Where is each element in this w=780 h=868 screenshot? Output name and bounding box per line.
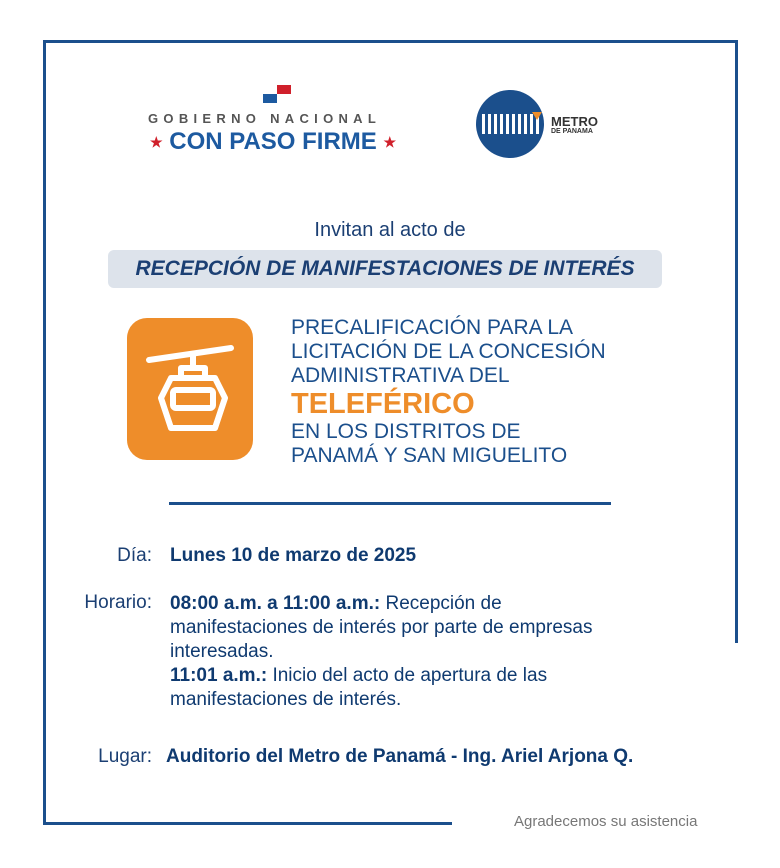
divider <box>169 502 611 505</box>
invitation-intro: Invitan al acto de <box>314 219 466 241</box>
panama-flag-icon <box>263 85 291 103</box>
dia-label: Día: <box>117 545 152 566</box>
project-description <box>291 316 606 468</box>
con-paso-firme <box>150 128 396 156</box>
star-icon: ★ <box>383 134 397 151</box>
cable-car-icon <box>127 318 253 460</box>
star-icon: ★ <box>150 134 163 151</box>
desc-line: ADMINISTRATIVA DEL <box>291 364 510 387</box>
gobierno-nacional: GOBIERNO NACIONAL <box>148 111 382 126</box>
dia-value: Lunes 10 de marzo de 2025 <box>170 545 417 566</box>
footer-thanks: Agradecemos su asistencia <box>514 813 698 830</box>
desc-line: PRECALIFICACIÓN PARA LA <box>291 316 574 339</box>
invitation-title: RECEPCIÓN DE MANIFESTACIONES DE INTERÉS <box>108 250 662 288</box>
frame-top <box>43 40 738 43</box>
desc-line: LICITACIÓN DE LA CONCESIÓN <box>291 340 606 363</box>
horario-label: Horario: <box>84 592 152 613</box>
horario-text-2: Inicio del acto de apertura de las manifestaciones de interés. <box>170 665 548 710</box>
horario-time-2: 11:01 a.m.: <box>170 665 268 686</box>
frame-bottom <box>43 822 452 825</box>
metro-name: METRO <box>551 114 598 129</box>
frame-right <box>735 40 738 643</box>
slogan: CON PASO FIRME <box>169 128 377 155</box>
desc-line: PANAMÁ Y SAN MIGUELITO <box>291 444 568 467</box>
metro-sub: DE PANAMA <box>551 128 593 135</box>
lugar-label: Lugar: <box>98 746 152 767</box>
project-highlight: TELEFÉRICO <box>291 388 475 420</box>
horario-text-1: Recepción de manifestaciones de interés por parte de empresas interesadas. <box>170 593 593 662</box>
frame-left <box>43 40 46 825</box>
horario-value <box>170 592 600 712</box>
horario-time-1: 08:00 a.m. a 11:00 a.m.: <box>170 593 381 614</box>
desc-line: EN LOS DISTRITOS DE <box>291 420 521 443</box>
lugar-value: Auditorio del Metro de Panamá - Ing. Ariel Arjona Q. <box>166 746 634 767</box>
metro-logo-icon <box>476 90 544 158</box>
